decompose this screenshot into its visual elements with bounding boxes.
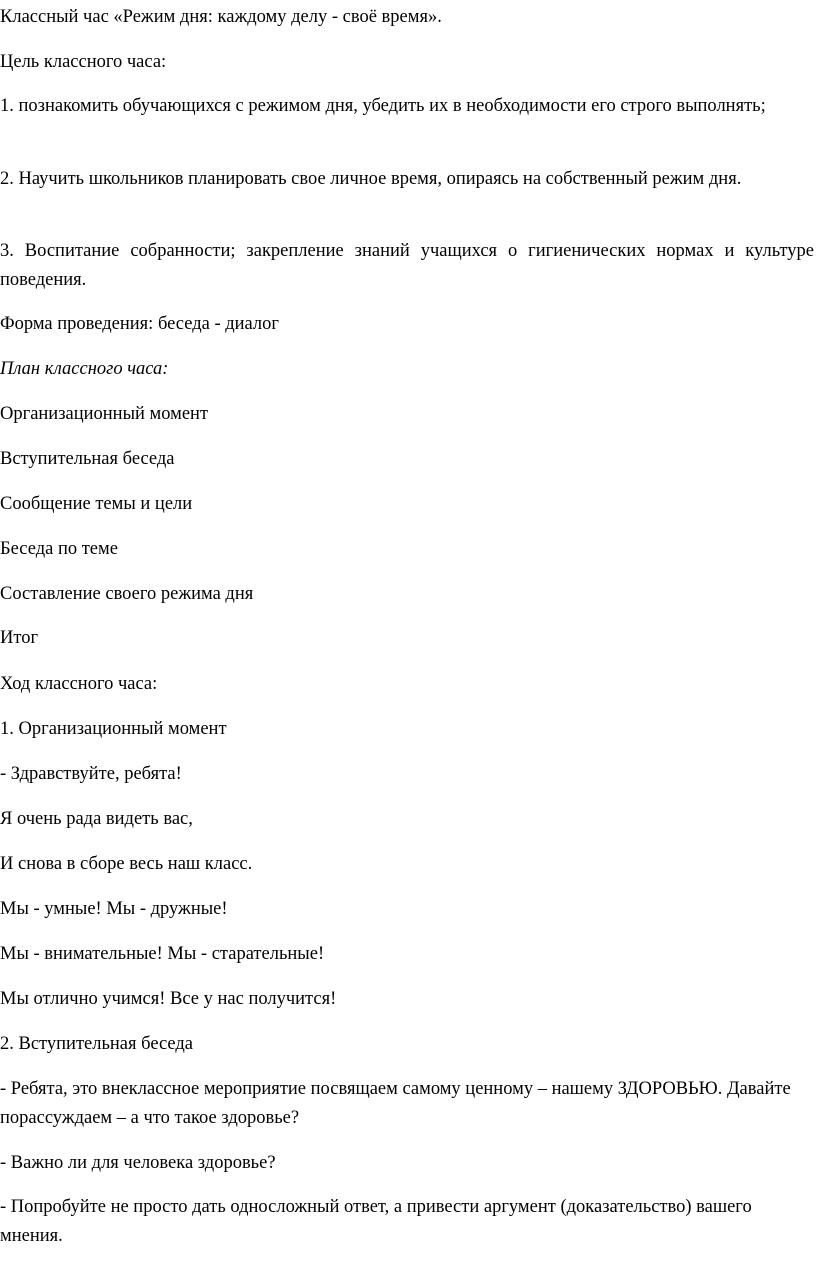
poem-line: Я очень рада видеть вас,: [0, 809, 193, 829]
goal-item-2: 2. Научить школьников планировать свое личное время, опираясь на собственный режим дня.: [0, 169, 742, 189]
section-heading: 2. Вступительная беседа: [0, 1034, 194, 1054]
poem-line: Мы - умные! Мы - дружные!: [0, 899, 228, 919]
plan-item: Организационный момент: [0, 404, 209, 424]
plan-item: Итог: [0, 628, 39, 648]
plan-heading: План классного часа:: [0, 359, 169, 379]
body-paragraph: - Попробуйте не просто дать односложный ответ, а привести аргумент (доказательство) вашего мнения.: [0, 1197, 752, 1246]
form-line: Форма проведения: беседа - диалог: [0, 314, 279, 334]
goal-item-1: 1. познакомить обучающихся с режимом дня, убедить их в необходимости его строго выполнять;: [0, 96, 766, 116]
body-line: - Здравствуйте, ребята!: [0, 764, 182, 784]
poem-line: И снова в сборе весь наш класс.: [0, 854, 253, 874]
plan-item: Вступительная беседа: [0, 449, 175, 469]
plan-item: Составление своего режима дня: [0, 584, 254, 604]
poem-line: Мы - внимательные! Мы - старательные!: [0, 944, 325, 964]
poem-line: Мы отлично учимся! Все у нас получится!: [0, 989, 337, 1009]
goal-item-3: 3. Воспитание собранности; закрепление знаний учащихся о гигиенических нормах и культуре поведения.: [0, 241, 814, 290]
section-heading: 1. Организационный момент: [0, 719, 227, 739]
body-paragraph: - Ребята, это внеклассное мероприятие посвящаем самому ценному – нашему ЗДОРОВЬЮ. Давайте порассуждаем – а что такое здоровье?: [0, 1079, 791, 1128]
plan-item: Сообщение темы и цели: [0, 494, 193, 514]
course-heading: Ход классного часа:: [0, 674, 158, 694]
document-title: Классный час «Режим дня: каждому делу - своё время».: [0, 7, 442, 27]
goal-heading: Цель классного часа:: [0, 52, 167, 72]
body-line: - Важно ли для человека здоровье?: [0, 1153, 276, 1173]
plan-item: Беседа по теме: [0, 539, 118, 559]
